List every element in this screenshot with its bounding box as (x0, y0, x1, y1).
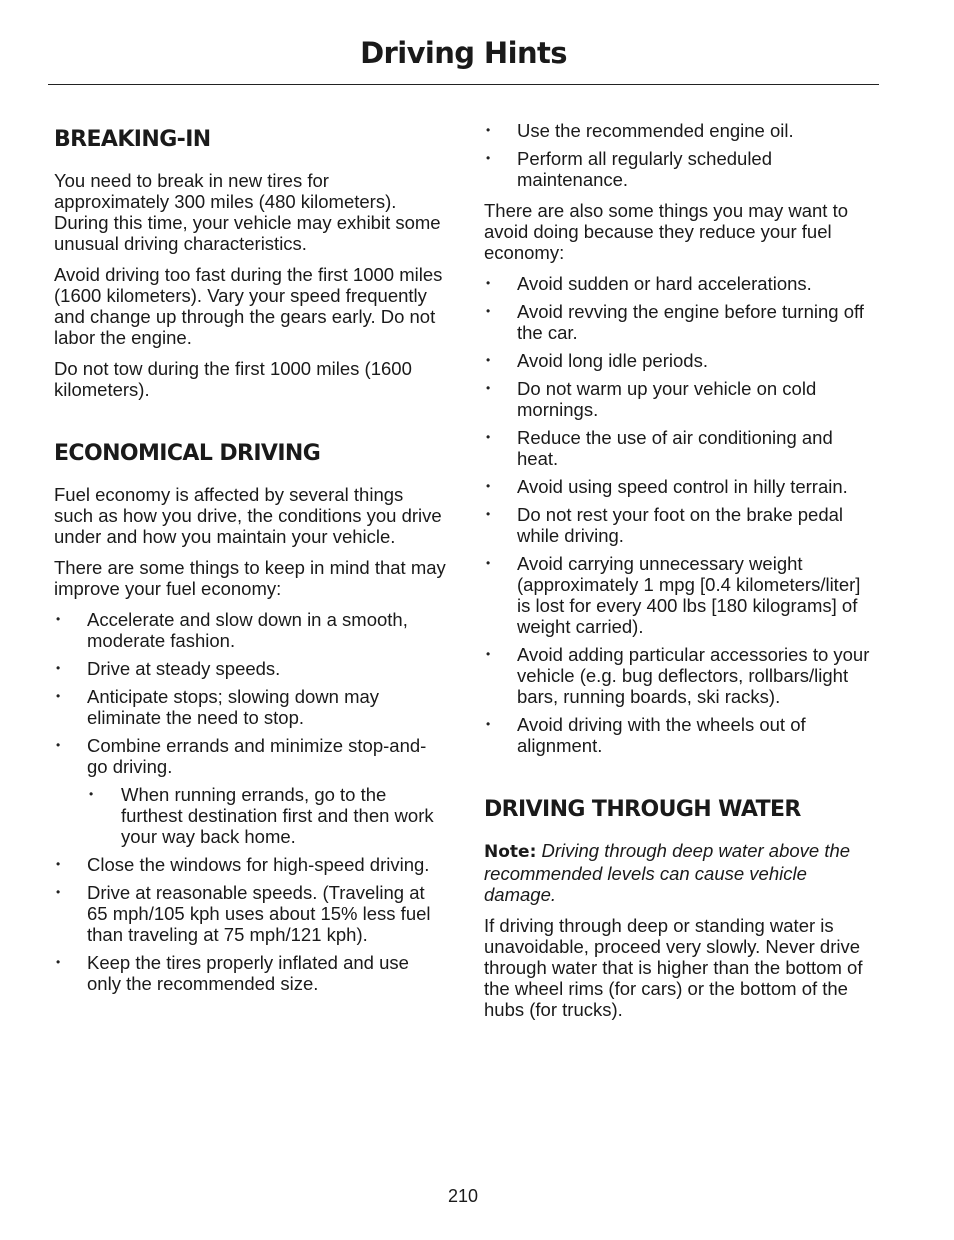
list-item: • Drive at reasonable speeds. (Traveling at 65 mph/105 kph uses about 15% less fuel than traveling at 75 mph/121 kph). (54, 882, 446, 945)
list-item: • Avoid using speed control in hilly terrain. (484, 476, 876, 497)
left-column (54, 118, 446, 1004)
list-item: • Avoid carrying unnecessary weight (approximately 1 mpg [0.4 kilometers/liter] is lost for every 400 lbs [180 kilograms] of weight carried). (484, 553, 876, 637)
section-heading-driving-through-water: DRIVING THROUGH WATER (484, 797, 801, 822)
list-item: • Avoid revving the engine before turning off the car. (484, 301, 876, 343)
page-number: 210 (447, 1186, 479, 1206)
list-item: • Anticipate stops; slowing down may eliminate the need to stop. (54, 686, 446, 728)
list-item: • Accelerate and slow down in a smooth, moderate fashion. (54, 609, 446, 651)
list-item: • Avoid adding particular accessories to your vehicle (e.g. bug deflectors, rollbars/light bars, running boards, ski racks). (484, 644, 876, 707)
list-item: • Keep the tires properly inflated and use only the recommended size. (54, 952, 446, 994)
paragraph: There are some things to keep in mind that may improve your fuel economy: (54, 557, 446, 599)
note-label: Note: (484, 842, 537, 862)
list-item-text: Combine errands and minimize stop-and-go driving. (87, 735, 427, 777)
right-column (484, 120, 876, 1030)
paragraph: Do not tow during the first 1000 miles (1600 kilometers). (54, 358, 412, 400)
section-heading-economical-driving: ECONOMICAL DRIVING (54, 441, 321, 466)
list-item: • Perform all regularly scheduled maintenance. (484, 148, 876, 190)
paragraph: You need to break in new tires for approximately 300 miles (480 kilometers). During this time, your vehicle may exhibit some unusual driving characteristics. (54, 170, 441, 254)
sub-bullet-list (87, 784, 446, 847)
page-title: Driving Hints (360, 36, 567, 70)
note-text: Driving through deep water above the recommended levels can cause vehicle damage. (484, 840, 851, 905)
bullet-list (484, 120, 876, 190)
page-header (48, 36, 879, 85)
section-economical-driving (54, 440, 446, 994)
list-item: • Reduce the use of air conditioning and heat. (484, 427, 876, 469)
avoid-bullet-list (484, 273, 876, 756)
list-item: • Do not rest your foot on the brake pedal while driving. (484, 504, 876, 546)
list-item (54, 735, 446, 847)
section-heading-breaking-in: BREAKING-IN (54, 127, 211, 152)
list-item: • Use the recommended engine oil. (484, 120, 876, 141)
note-paragraph (484, 840, 876, 905)
list-item: • Drive at steady speeds. (54, 658, 446, 679)
list-item: • Avoid long idle periods. (484, 350, 876, 371)
list-item: • Avoid driving with the wheels out of alignment. (484, 714, 876, 756)
section-breaking-in (54, 126, 446, 400)
list-item: • Close the windows for high-speed driving. (54, 854, 446, 875)
paragraph: Fuel economy is affected by several things such as how you drive, the conditions you drive under and how you maintain your vehicle. (54, 484, 442, 547)
bullet-list (54, 609, 446, 994)
section-driving-through-water (484, 796, 876, 1020)
paragraph: If driving through deep or standing water is unavoidable, proceed very slowly. Never drive through water that is higher than the bottom of the wheel rims (for cars) or the bottom of the hubs (for trucks). (484, 915, 863, 1020)
paragraph: There are also some things you may want to avoid doing because they reduce your fuel economy: (484, 200, 849, 263)
list-item: • Avoid sudden or hard accelerations. (484, 273, 876, 294)
sub-list-item: • When running errands, go to the furthest destination first and then work your way back home. (87, 784, 446, 847)
list-item: • Do not warm up your vehicle on cold mornings. (484, 378, 876, 420)
paragraph: Avoid driving too fast during the first 1000 miles (1600 kilometers). Vary your speed frequently and change up through the gears early. Do not labor the engine. (54, 264, 443, 348)
